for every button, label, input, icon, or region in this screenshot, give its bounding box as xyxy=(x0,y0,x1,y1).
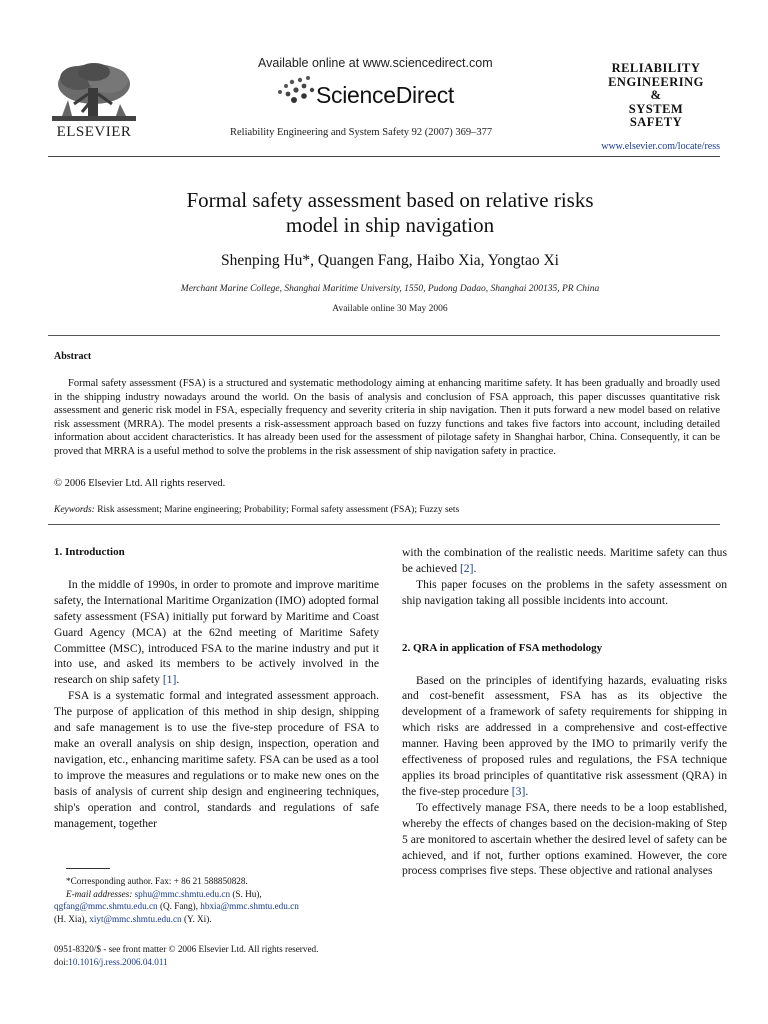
doi-line xyxy=(54,956,379,969)
paragraph xyxy=(402,673,727,800)
sciencedirect-dots-icon xyxy=(274,74,318,106)
publisher-name: ELSEVIER xyxy=(56,124,132,140)
front-matter xyxy=(54,943,379,968)
paragraph: FSA is a systematic formal and integrated assessment approach. The purpose of application of this method in ship design, shipping and safe management is to use the five-step procedure of FSA to make an overall analysis on ship design, inspection, operation and navigation, etc., enhancing maritime safety. FSA can be used as a tool to improve the measures and regulations or to make new ones on the basis of analysis of current ship design and engineering techniques, ship's operation and control, standards and regulations of safe management, together xyxy=(54,689,379,830)
corresponding-author-line: *Corresponding author. Fax: + 86 21 588850828. xyxy=(66,876,248,886)
paragraph: This paper focuses on the problems in the safety assessment on ship navigation taking all possible incidents into account. xyxy=(402,577,727,607)
corresponding-author-footnote xyxy=(54,875,379,925)
abstract-top-divider xyxy=(48,335,720,336)
abstract-heading: Abstract xyxy=(54,351,92,362)
paragraph-text: . xyxy=(525,784,529,798)
email-line xyxy=(54,913,379,926)
doi-label: doi: xyxy=(54,956,69,967)
paragraph-text: with the combination of the realistic needs. Maritime safety can thus be achieved xyxy=(402,546,727,575)
section-heading: 2. QRA in application of FSA methodology xyxy=(402,641,603,654)
abstract-bottom-divider xyxy=(48,524,720,525)
email-owner: (Q. Fang), xyxy=(157,901,201,911)
citation-link[interactable]: [2] xyxy=(459,561,474,575)
article-title-line: model in ship navigation xyxy=(285,213,495,237)
sciencedirect-wordmark: ScienceDirect xyxy=(316,82,454,108)
email-line xyxy=(54,888,379,901)
journal-title-box xyxy=(592,62,720,130)
article-title-line: Formal safety assessment based on relative risks xyxy=(186,188,594,212)
journal-url-link[interactable]: www.elsevier.com/locate/ress xyxy=(601,141,720,152)
journal-title-line: & xyxy=(650,88,662,102)
abstract-copyright: © 2006 Elsevier Ltd. All rights reserved. xyxy=(54,478,226,489)
paragraph-text: Based on the principles of identifying hazards, evaluating risks and cost-benefit assessment, FSA has as its objective the development of a framework of safety requirements for shipping in which risks are addressed in a comprehensive and cost-effective manner. Having been approved by the IMO to primarily verify the effectiveness of proposed rules and regulations, the FSA technique applies its broad principles of quantitative risk assessment (QRA) in the five-step procedure xyxy=(402,673,727,798)
article-title xyxy=(60,188,720,238)
abstract-text: Formal safety assessment (FSA) is a structured and systematic methodology aiming at enhancing maritime safety. It has been gradually and broadly used in the shipping industry nowadays around the world. On the basis of analysis and conclusion of FSA approach, this paper discusses quantitative risk assessment and generic risk model in FSA, especially frequency and severity criteria in ship navigation. Then it puts forward a new model based on relative risk assessment (MRRA). The model presents a risk-assessment approach based on fuzzy functions and takes five factors into account, including detailed information about accident characteristics. It has already been used for the assessment of pilotage safety in Shanghai harbor, China. Consequently, it can be proved that MRRA is a useful method to solve the problems in the risk assessment of ship navigation safety in practice. xyxy=(54,378,720,457)
footnote-divider xyxy=(66,868,110,869)
doi-link[interactable]: 10.1016/j.ress.2006.04.011 xyxy=(68,956,168,967)
author-list: Shenping Hu*, Quangen Fang, Haibo Xia, Yongtao Xi xyxy=(221,252,559,269)
email-link[interactable]: qgfang@mmc.shmtu.edu.cn xyxy=(54,901,158,911)
left-column xyxy=(54,545,379,831)
email-owner: (S. Hu), xyxy=(230,888,262,899)
email-line xyxy=(54,900,379,913)
section-heading: 1. Introduction xyxy=(54,546,125,558)
citation-link[interactable]: [3] xyxy=(511,784,526,798)
journal-citation: Reliability Engineering and System Safety 92 (2007) 369–377 xyxy=(230,127,493,138)
paragraph-text: . xyxy=(473,561,477,575)
available-date: Available online 30 May 2006 xyxy=(332,304,448,314)
email-owner: (Y. Xi). xyxy=(181,913,212,924)
journal-title-line: RELIABILITY xyxy=(611,61,701,75)
header-divider xyxy=(48,156,720,157)
keywords-list: Risk assessment; Marine engineering; Probability; Formal safety assessment (FSA); Fuzzy sets xyxy=(97,505,460,515)
front-matter-line: 0951-8320/$ - see front matter © 2006 Elsevier Ltd. All rights reserved. xyxy=(54,944,319,954)
keywords-line xyxy=(54,505,459,515)
affiliation: Merchant Marine College, Shanghai Maritime University, 1550, Pudong Dadao, Shanghai 200135, PR China xyxy=(180,284,600,294)
citation-link[interactable]: [1] xyxy=(162,673,177,687)
journal-title-line: SYSTEM xyxy=(628,101,684,116)
email-link[interactable]: xiyt@mmc.shmtu.edu.cn xyxy=(89,913,182,924)
journal-title-line: ENGINEERING xyxy=(608,74,704,89)
email-link[interactable]: sphu@mmc.shmtu.edu.cn xyxy=(134,888,231,899)
paragraph xyxy=(54,577,379,688)
paragraph: To effectively manage FSA, there needs to be a loop established, whereby the effects of changes based on the decision-making of Step 5 are monitored to ascertain whether the desired level of safety can be achieved, and if not, further options examined. However, the core process comprises five steps. These objective and rational analyses xyxy=(402,800,727,878)
journal-title-line: SAFETY xyxy=(629,115,683,129)
email-owner: (H. Xia), xyxy=(54,913,90,924)
paragraph xyxy=(402,545,727,577)
keywords-label: Keywords: xyxy=(54,505,95,515)
available-online-text[interactable]: Available online at www.sciencedirect.com xyxy=(258,56,493,70)
paragraph-text: In the middle of 1990s, in order to promote and improve maritime safety, the International Maritime Organization (IMO) adopted formal safety assessment (FSA) initially put forward by Maritime and Coast Guard Agency (MCA) at the 62nd meeting of Maritime Safety Committee (MSC), introduced FSA to the marine industry and put it into use, and asked its members to be actively involved in the research on ship safety xyxy=(54,577,379,687)
right-column xyxy=(402,545,727,879)
email-label: E-mail addresses: xyxy=(66,888,133,899)
paragraph-text: . xyxy=(176,673,180,687)
email-link[interactable]: hbxia@mmc.shmtu.edu.cn xyxy=(200,901,299,911)
